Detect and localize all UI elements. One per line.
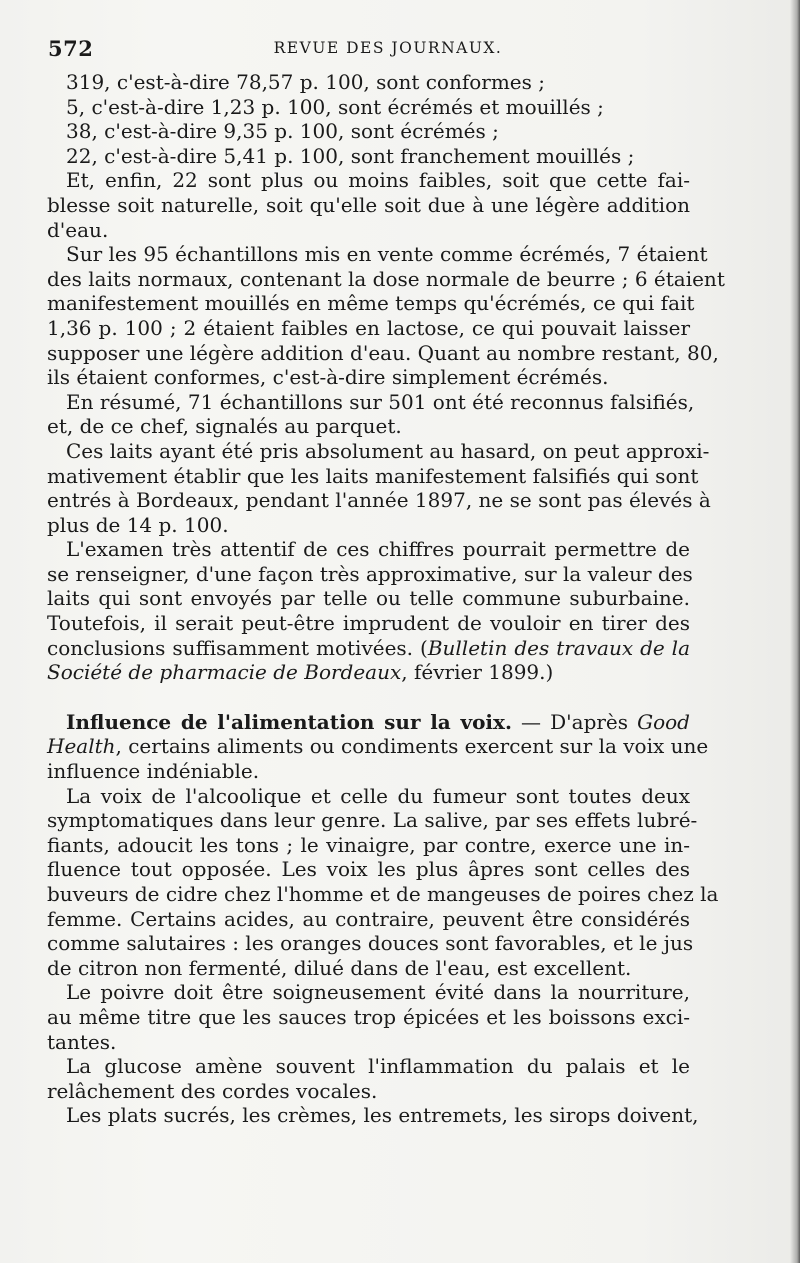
text-line: des laits normaux, contenant la dose normale de beurre ; 6 étaient [47, 266, 725, 291]
text-line: relâchement des cordes vocales. [47, 1078, 378, 1103]
text-line: au même titre que les sauces trop épicées et les boissons exci- [47, 1004, 690, 1029]
text-line: 5, c'est-à-dire 1,23 p. 100, sont écrémés et mouillés ; [66, 94, 604, 119]
text-line: L'examen très attentif de ces chiffres pourrait permettre de [66, 537, 690, 562]
running-title: REVUE DES JOURNAUX. [273, 39, 503, 57]
section-heading: Influence de l'alimentation sur la voix. [66, 709, 512, 734]
text-run: , certains aliments ou condiments exercent sur la voix une [115, 734, 709, 759]
text-line: influence indéniable. [47, 759, 260, 784]
text-line: symptomatiques dans leur genre. La salive, par ses effets lubré- [47, 808, 698, 833]
text-line: ils étaient conformes, c'est-à-dire simplement écrémés. [47, 365, 609, 390]
text-line: La voix de l'alcoolique et celle du fumeur sont toutes deux [66, 783, 690, 808]
text-line: supposer une légère addition d'eau. Quant au nombre restant, 80, [47, 340, 719, 365]
text-line: manifestement mouillés en même temps qu'écrémés, ce qui fait [47, 291, 695, 316]
citation-title: Bulletin des travaux de la [427, 635, 691, 660]
text-line: 22, c'est-à-dire 5,41 p. 100, sont franchement mouillés ; [66, 143, 635, 168]
text-line: laits qui sont envoyés par telle ou telle commune suburbaine. [47, 586, 690, 611]
text-line: 1,36 p. 100 ; 2 étaient faibles en lactose, ce qui pouvait laisser [47, 315, 690, 340]
text-line [47, 660, 690, 685]
text-line: Toutefois, il serait peut-être imprudent de vouloir en tirer des [47, 611, 690, 636]
text-line: entrés à Bordeaux, pendant l'année 1897, ne se sont pas élevés à [47, 488, 711, 513]
text-line: En résumé, 71 échantillons sur 501 ont été reconnus falsifiés, [66, 389, 695, 414]
page-header [48, 36, 698, 62]
text-line: comme salutaires : les oranges douces sont favorables, et le jus [47, 931, 694, 956]
text-line: fiants, adoucit les tons ; le vinaigre, par contre, exerce une in- [47, 832, 690, 857]
page-edge-shadow [790, 0, 800, 1263]
body-text [47, 70, 725, 1128]
section-gap [47, 685, 690, 710]
text-run: conclusions suffisamment motivées. ( [47, 635, 428, 660]
text-line: buveurs de cidre chez l'homme et de mangeuses de poires chez la [47, 882, 719, 906]
text-line: Ces laits ayant été pris absolument au hasard, on peut approxi- [66, 438, 710, 463]
text-line: blesse soit naturelle, soit qu'elle soit due à une légère addition [47, 192, 690, 217]
source-title: Health [47, 734, 116, 759]
text-line: Le poivre doit être soigneusement évité dans la nourriture, [66, 980, 690, 1005]
page-number: 572 [48, 36, 94, 61]
text-line: Et, enfin, 22 sont plus ou moins faibles, soit que cette fai- [66, 168, 690, 193]
text-line: se renseigner, d'une façon très approximative, sur la valeur des [47, 561, 693, 586]
text-line: de citron non fermenté, dilué dans de l'eau, est excellent. [47, 955, 632, 980]
text-line: plus de 14 p. 100. [47, 512, 229, 537]
text-line [47, 710, 690, 735]
text-line: femme. Certains acides, au contraire, peuvent être considérés [47, 906, 690, 931]
text-line: La glucose amène souvent l'inflammation du palais et le [66, 1054, 690, 1079]
text-line [47, 636, 690, 661]
text-line: fluence tout opposée. Les voix les plus âpres sont celles des [47, 857, 690, 882]
text-line: 319, c'est-à-dire 78,57 p. 100, sont conformes ; [66, 70, 546, 94]
text-line: d'eau. [47, 217, 109, 242]
text-line: mativement établir que les laits manifestement falsifiés qui sont [47, 463, 699, 488]
text-line: Les plats sucrés, les crèmes, les entremets, les sirops doivent, [66, 1103, 699, 1128]
text-line [47, 734, 709, 759]
text-line: tantes. [47, 1029, 117, 1054]
source-title: Good [637, 709, 690, 734]
text-line: et, de ce chef, signalés au parquet. [47, 414, 402, 439]
text-line: 38, c'est-à-dire 9,35 p. 100, sont écrémés ; [66, 119, 499, 144]
text-line: Sur les 95 échantillons mis en vente comme écrémés, 7 étaient [66, 242, 708, 267]
text-run: — D'après [511, 709, 638, 734]
citation-title: Société de pharmacie de Bordeaux [47, 660, 402, 685]
text-run: , février 1899.) [401, 660, 554, 685]
